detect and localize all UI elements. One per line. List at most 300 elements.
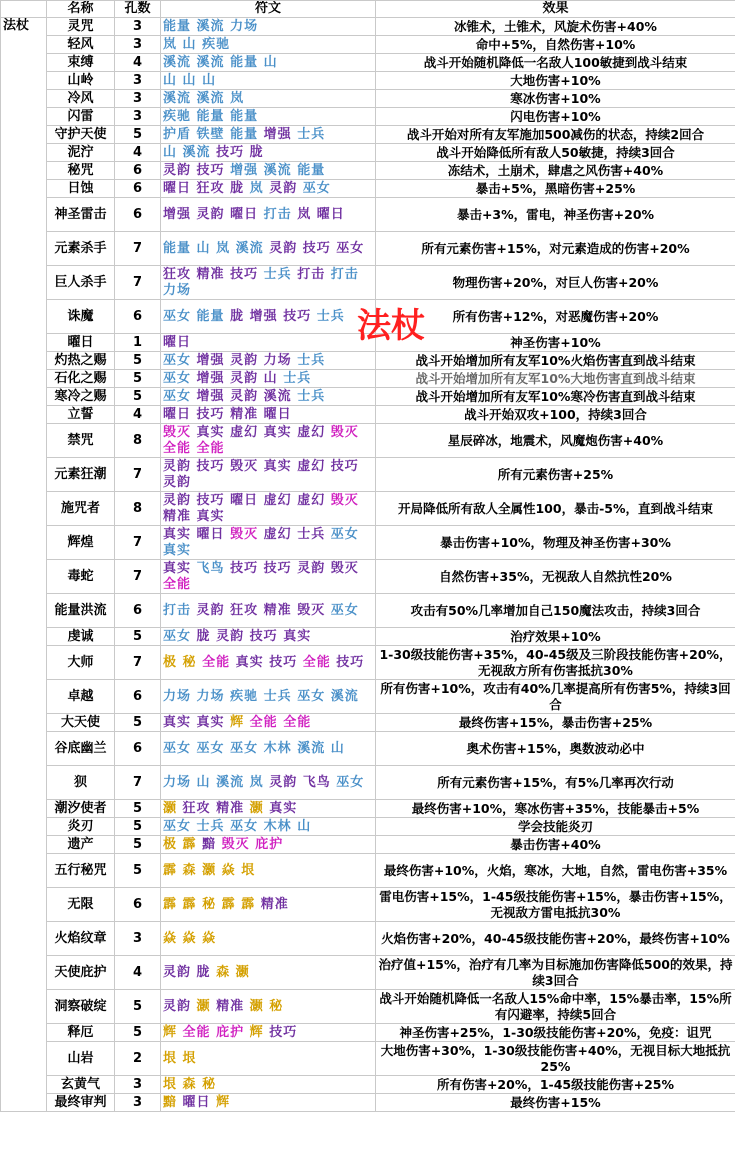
rune-token: 山 [163, 144, 178, 160]
effect-cell: 神圣伤害+25%，1-30级技能伤害+20%，免疫：诅咒 [376, 1024, 735, 1042]
effect-cell: 暴击+3%，雷电，神圣伤害+20% [376, 198, 735, 232]
rune-token: 胧 [196, 628, 211, 644]
rune-token: 技巧 [196, 406, 225, 422]
table-row [1, 18, 735, 36]
runes-cell [161, 388, 376, 406]
name-cell: 火焰纹章 [47, 922, 115, 956]
holes-cell: 5 [115, 836, 161, 854]
rune-token: 技巧 [216, 144, 245, 160]
name-cell: 玄黄气 [47, 1076, 115, 1094]
table-row [1, 594, 735, 628]
runes-cell [161, 18, 376, 36]
runes-cell [161, 126, 376, 144]
rune-token: 精准 [230, 406, 259, 422]
rune-token: 灵韵 [230, 388, 259, 404]
rune-token: 辉 [230, 714, 245, 730]
rune-token: 灏 [249, 998, 264, 1014]
holes-cell: 6 [115, 180, 161, 198]
rune-token: 胧 [230, 308, 245, 324]
table-row [1, 370, 735, 388]
rune-token: 灵韵 [297, 560, 326, 576]
rune-token: 增强 [263, 126, 292, 142]
runes-cell [161, 628, 376, 646]
name-cell: 石化之赐 [47, 370, 115, 388]
effect-cell: 星辰碎冰，地震术，风魔炮伤害+40% [376, 424, 735, 458]
rune-token: 山 [182, 36, 197, 52]
rune-token: 霹 [163, 896, 178, 912]
table-row [1, 424, 735, 458]
effect-cell: 神圣伤害+10% [376, 334, 735, 352]
holes-cell: 3 [115, 90, 161, 108]
rune-token: 岚 [230, 90, 245, 106]
runes-cell [161, 406, 376, 424]
rune-token: 霹 [221, 896, 236, 912]
rune-token: 铁壁 [196, 126, 225, 142]
rune-token: 疾驰 [163, 108, 192, 124]
rune-token: 狂攻 [182, 800, 211, 816]
runes-cell [161, 680, 376, 714]
holes-cell: 3 [115, 72, 161, 90]
effect-cell: 火焰伤害+20%，40-45级技能伤害+20%，最终伤害+10% [376, 922, 735, 956]
rune-token: 全能 [163, 440, 192, 456]
holes-cell: 2 [115, 1042, 161, 1076]
rune-token: 灏 [249, 800, 264, 816]
effect-cell: 战斗开始增加所有友军10%寒冷伤害直到战斗结束 [376, 388, 735, 406]
runes-cell [161, 370, 376, 388]
rune-token: 打击 [297, 266, 326, 282]
rune-token: 技巧 [249, 628, 278, 644]
holes-cell: 5 [115, 628, 161, 646]
name-cell: 施咒者 [47, 492, 115, 526]
rune-token: 灵韵 [269, 240, 298, 256]
rune-token: 增强 [196, 388, 225, 404]
holes-cell: 7 [115, 266, 161, 300]
table-row [1, 144, 735, 162]
runes-cell [161, 180, 376, 198]
rune-token: 疾驰 [202, 36, 231, 52]
rune-token: 能量 [230, 108, 259, 124]
runes-cell [161, 144, 376, 162]
rune-token: 技巧 [330, 458, 359, 474]
runes-cell [161, 72, 376, 90]
name-cell: 无限 [47, 888, 115, 922]
name-cell: 五行秘咒 [47, 854, 115, 888]
table-row [1, 854, 735, 888]
name-cell: 最终审判 [47, 1094, 115, 1112]
rune-token: 森 [216, 964, 231, 980]
rune-token: 曜日 [196, 526, 225, 542]
rune-token: 真实 [163, 560, 192, 576]
rune-token: 精准 [260, 896, 289, 912]
rune-token: 溪流 [163, 90, 192, 106]
effect-cell: 雷电伤害+15%，1-45级技能伤害+15%，暴击伤害+15%，无视敌方雷电抵抗30% [376, 888, 735, 922]
rune-token: 力场 [230, 18, 259, 34]
holes-cell: 5 [115, 800, 161, 818]
rune-token: 木林 [263, 818, 292, 834]
header-category [1, 1, 47, 18]
table-row [1, 888, 735, 922]
name-cell: 元素杀手 [47, 232, 115, 266]
effect-cell: 战斗开始增加所有友军10%火焰伤害直到战斗结束 [376, 352, 735, 370]
rune-token: 巫女 [302, 180, 331, 196]
rune-token: 巫女 [163, 308, 192, 324]
holes-cell: 1 [115, 334, 161, 352]
rune-token: 秘 [269, 998, 284, 1014]
rune-token: 全能 [182, 1024, 211, 1040]
rune-token: 毁灭 [230, 458, 259, 474]
name-cell: 秘咒 [47, 162, 115, 180]
name-cell: 灼热之赐 [47, 352, 115, 370]
holes-cell: 5 [115, 388, 161, 406]
effect-cell: 攻击有50%几率增加自己150魔法攻击，持续3回合 [376, 594, 735, 628]
rune-token: 山 [196, 774, 211, 790]
rune-token: 岚 [216, 240, 231, 256]
holes-cell: 3 [115, 36, 161, 54]
rune-token: 秘 [182, 654, 197, 670]
name-cell: 毒蛇 [47, 560, 115, 594]
rune-token: 极 [163, 836, 178, 852]
rune-token: 溪流 [196, 90, 225, 106]
table-row [1, 680, 735, 714]
rune-token: 溪流 [196, 54, 225, 70]
rune-token: 虚幻 [263, 492, 292, 508]
holes-cell: 8 [115, 424, 161, 458]
table-row [1, 266, 735, 300]
rune-token: 力场 [263, 352, 292, 368]
effect-cell: 所有伤害+12%，对恶魔伤害+20% [376, 300, 735, 334]
rune-token: 打击 [330, 266, 359, 282]
effect-cell: 大地伤害+30%，1-30级技能伤害+40%，无视目标大地抵抗25% [376, 1042, 735, 1076]
holes-cell: 5 [115, 352, 161, 370]
effect-cell: 物理伤害+20%，对巨人伤害+20% [376, 266, 735, 300]
rune-token: 真实 [235, 654, 264, 670]
runes-cell [161, 526, 376, 560]
holes-cell: 6 [115, 594, 161, 628]
rune-token: 真实 [283, 628, 312, 644]
name-cell: 冷风 [47, 90, 115, 108]
rune-token: 灏 [202, 862, 217, 878]
name-cell: 谷底幽兰 [47, 732, 115, 766]
rune-token: 真实 [163, 542, 192, 558]
rune-token: 灵韵 [163, 458, 192, 474]
rune-token: 精准 [163, 508, 192, 524]
runes-cell [161, 352, 376, 370]
name-cell: 天使庇护 [47, 956, 115, 990]
rune-token: 曜日 [230, 492, 259, 508]
rune-token: 虚幻 [263, 526, 292, 542]
name-cell: 山岭 [47, 72, 115, 90]
rune-token: 灏 [163, 800, 178, 816]
holes-cell: 7 [115, 526, 161, 560]
rune-token: 狂攻 [196, 180, 225, 196]
rune-token: 灵韵 [230, 352, 259, 368]
runes-cell [161, 836, 376, 854]
runes-cell [161, 1042, 376, 1076]
table-row [1, 492, 735, 526]
table-row [1, 628, 735, 646]
table-row [1, 1076, 735, 1094]
watermark-text: 法杖 [357, 306, 425, 346]
rune-token: 毁灭 [221, 836, 250, 852]
rune-token: 真实 [196, 714, 225, 730]
rune-token: 霹 [163, 862, 178, 878]
name-cell: 轻风 [47, 36, 115, 54]
rune-token: 巫女 [163, 388, 192, 404]
rune-token: 全能 [283, 714, 312, 730]
holes-cell: 5 [115, 370, 161, 388]
rune-token: 溪流 [330, 688, 359, 704]
holes-cell: 6 [115, 888, 161, 922]
rune-token: 士兵 [297, 352, 326, 368]
rune-token: 全能 [202, 654, 231, 670]
holes-cell: 3 [115, 1094, 161, 1112]
holes-cell: 7 [115, 646, 161, 680]
table-row [1, 990, 735, 1024]
name-cell: 禁咒 [47, 424, 115, 458]
rune-token: 毁灭 [330, 492, 359, 508]
effect-cell: 治疗效果+10% [376, 628, 735, 646]
rune-token: 曜日 [316, 206, 345, 222]
effect-cell: 最终伤害+10%，寒冰伤害+35%，技能暴击+5% [376, 800, 735, 818]
rune-token: 山 [330, 740, 345, 756]
rune-token: 胧 [196, 964, 211, 980]
holes-cell: 3 [115, 1076, 161, 1094]
rune-token: 溪流 [196, 18, 225, 34]
effect-cell: 战斗开始双攻+100，持续3回合 [376, 406, 735, 424]
rune-token: 增强 [196, 370, 225, 386]
rune-token: 真实 [196, 424, 225, 440]
table-row [1, 108, 735, 126]
name-cell: 能量洪流 [47, 594, 115, 628]
holes-cell: 4 [115, 956, 161, 990]
rune-token: 巫女 [196, 740, 225, 756]
runes-cell [161, 560, 376, 594]
table-row [1, 388, 735, 406]
name-cell: 束缚 [47, 54, 115, 72]
rune-token: 岚 [249, 774, 264, 790]
runes-cell [161, 818, 376, 836]
rune-token: 能量 [230, 54, 259, 70]
rune-token: 士兵 [297, 526, 326, 542]
rune-token: 秘 [202, 896, 217, 912]
table-row [1, 1094, 735, 1112]
rune-token: 士兵 [263, 688, 292, 704]
rune-token: 垠 [163, 1050, 178, 1066]
table-row [1, 560, 735, 594]
rune-token: 力场 [163, 282, 192, 298]
header-row [1, 1, 735, 18]
header-effect: 效果 [376, 1, 735, 18]
rune-token: 灵韵 [163, 474, 192, 490]
name-cell: 大天使 [47, 714, 115, 732]
rune-token: 溪流 [163, 54, 192, 70]
rune-token: 辉 [216, 1094, 231, 1110]
rune-token: 灵韵 [216, 628, 245, 644]
name-cell: 洞察破绽 [47, 990, 115, 1024]
rune-token: 毁灭 [330, 560, 359, 576]
name-cell: 元素狂潮 [47, 458, 115, 492]
rune-token: 飞鸟 [196, 560, 225, 576]
holes-cell: 5 [115, 714, 161, 732]
rune-token: 山 [263, 54, 278, 70]
rune-token: 护盾 [163, 126, 192, 142]
holes-cell: 5 [115, 126, 161, 144]
rune-token: 技巧 [269, 654, 298, 670]
name-cell: 山岩 [47, 1042, 115, 1076]
rune-token: 巫女 [230, 740, 259, 756]
rune-token: 技巧 [302, 240, 331, 256]
name-cell: 灵咒 [47, 18, 115, 36]
rune-token: 霹 [182, 896, 197, 912]
effect-cell: 战斗开始对所有友军施加500减伤的状态，持续2回合 [376, 126, 735, 144]
rune-token: 真实 [163, 526, 192, 542]
rune-token: 力场 [196, 688, 225, 704]
rune-token: 山 [297, 818, 312, 834]
rune-token: 毁灭 [163, 424, 192, 440]
rune-token: 巫女 [163, 740, 192, 756]
name-cell: 立誓 [47, 406, 115, 424]
effect-cell: 战斗开始降低所有敌人50敏捷，持续3回合 [376, 144, 735, 162]
table-row [1, 526, 735, 560]
rune-token: 打击 [163, 602, 192, 618]
rune-token: 全能 [163, 576, 192, 592]
table-row [1, 90, 735, 108]
rune-token: 真实 [269, 800, 298, 816]
rune-token: 胧 [230, 180, 245, 196]
table-row [1, 300, 735, 334]
runes-cell [161, 90, 376, 108]
rune-token: 能量 [196, 308, 225, 324]
rune-token: 能量 [230, 126, 259, 142]
runes-cell [161, 854, 376, 888]
table-row [1, 646, 735, 680]
table-row [1, 1024, 735, 1042]
name-cell: 闪雷 [47, 108, 115, 126]
effect-cell: 奥术伤害+15%，奥数波动必中 [376, 732, 735, 766]
rune-token: 虚幻 [230, 424, 259, 440]
runes-cell [161, 232, 376, 266]
rune-token: 能量 [163, 240, 192, 256]
rune-token: 士兵 [297, 388, 326, 404]
runes-cell [161, 990, 376, 1024]
rune-token: 毁灭 [330, 424, 359, 440]
rune-token: 溪流 [263, 162, 292, 178]
name-cell: 诛魔 [47, 300, 115, 334]
effect-cell: 战斗开始随机降低一名敌人100敏捷到战斗结束 [376, 54, 735, 72]
rune-token: 技巧 [269, 1024, 298, 1040]
table-row [1, 180, 735, 198]
runes-cell [161, 492, 376, 526]
rune-token: 溪流 [235, 240, 264, 256]
rune-token: 巫女 [230, 818, 259, 834]
table-row [1, 1042, 735, 1076]
effect-cell: 冻结术，土崩术，肆虐之风伤害+40% [376, 162, 735, 180]
name-cell: 守护天使 [47, 126, 115, 144]
rune-token: 精准 [196, 266, 225, 282]
rune-token: 虚幻 [297, 492, 326, 508]
rune-token: 技巧 [196, 458, 225, 474]
runes-cell [161, 162, 376, 180]
rune-token: 曜日 [163, 406, 192, 422]
rune-token: 士兵 [283, 370, 312, 386]
effect-cell: 所有伤害+10%，攻击有40%几率提高所有伤害5%，持续3回合 [376, 680, 735, 714]
rune-token: 士兵 [196, 818, 225, 834]
rune-token: 霹 [182, 836, 197, 852]
rune-token: 灏 [196, 998, 211, 1014]
rune-token: 灵韵 [196, 206, 225, 222]
holes-cell: 5 [115, 990, 161, 1024]
holes-cell: 6 [115, 162, 161, 180]
rune-token: 山 [263, 370, 278, 386]
rune-token: 士兵 [316, 308, 345, 324]
rune-token: 辉 [249, 1024, 264, 1040]
holes-cell: 7 [115, 560, 161, 594]
effect-cell: 暴击伤害+40% [376, 836, 735, 854]
table-body [1, 18, 735, 1112]
runes-cell [161, 300, 376, 334]
holes-cell: 4 [115, 406, 161, 424]
rune-token: 山 [196, 240, 211, 256]
rune-token: 打击 [263, 206, 292, 222]
rune-token: 灵韵 [196, 602, 225, 618]
rune-token: 精准 [216, 998, 245, 1014]
rune-token: 垠 [182, 1050, 197, 1066]
table-row [1, 334, 735, 352]
rune-token: 灵韵 [163, 964, 192, 980]
rune-token: 巫女 [163, 370, 192, 386]
runes-cell [161, 1094, 376, 1112]
rune-token: 能量 [196, 108, 225, 124]
effect-cell: 最终伤害+15% [376, 1094, 735, 1112]
rune-token: 溪流 [263, 388, 292, 404]
rune-token: 霹 [241, 896, 256, 912]
rune-token: 力场 [163, 688, 192, 704]
rune-token: 山 [163, 72, 178, 88]
name-cell: 泥泞 [47, 144, 115, 162]
rune-token: 焱 [182, 930, 197, 946]
rune-token: 增强 [163, 206, 192, 222]
rune-token: 极 [163, 654, 178, 670]
table-row [1, 766, 735, 800]
runes-cell [161, 594, 376, 628]
name-cell: 卓越 [47, 680, 115, 714]
runes-cell [161, 956, 376, 990]
rune-token: 巫女 [330, 526, 359, 542]
rune-token: 技巧 [196, 162, 225, 178]
rune-token: 巫女 [330, 602, 359, 618]
rune-token: 士兵 [297, 126, 326, 142]
rune-token: 曜日 [182, 1094, 211, 1110]
header-runes: 符文 [161, 1, 376, 18]
rune-token: 黯 [163, 1094, 178, 1110]
rune-token: 灵韵 [163, 162, 192, 178]
rune-token: 庇护 [216, 1024, 245, 1040]
rune-token: 巫女 [336, 774, 365, 790]
table-row [1, 198, 735, 232]
runes-cell [161, 1024, 376, 1042]
rune-token: 灵韵 [163, 998, 192, 1014]
rune-token: 飞鸟 [302, 774, 331, 790]
runes-cell [161, 108, 376, 126]
table-row [1, 836, 735, 854]
effect-cell: 所有伤害+20%，1-45级技能伤害+25% [376, 1076, 735, 1094]
runes-cell [161, 646, 376, 680]
runes-cell [161, 266, 376, 300]
rune-token: 增强 [230, 162, 259, 178]
rune-token: 灏 [235, 964, 250, 980]
rune-token: 木林 [263, 740, 292, 756]
rune-token: 岚 [163, 36, 178, 52]
